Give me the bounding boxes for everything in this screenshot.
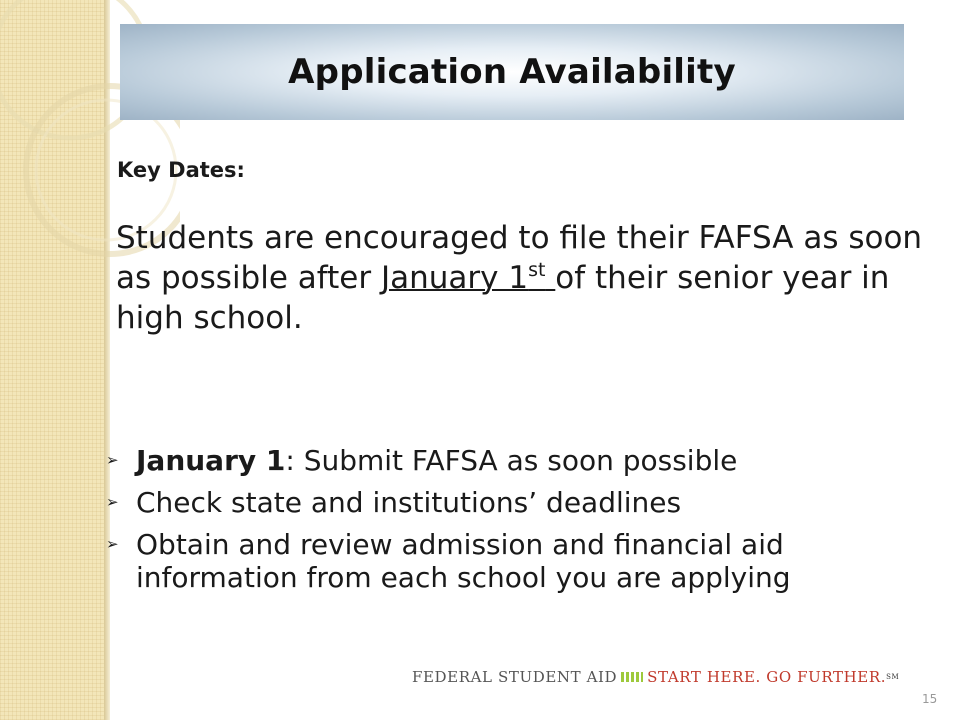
intro-date-sup: st [528, 259, 546, 281]
arrowhead-bullet-icon: ➢ [106, 535, 119, 553]
service-mark: SM [886, 673, 900, 681]
title-bar [120, 24, 904, 120]
list-item-text [136, 444, 737, 477]
intro-text-after: of their senior year in high school. [116, 260, 890, 336]
federal-student-aid-logo [412, 668, 899, 686]
brand-left-text: FEDERAL STUDENT AID [412, 668, 618, 686]
list-item-text: Check state and institutions’ deadlines [136, 486, 682, 519]
arrowhead-bullet-icon: ➢ [106, 451, 119, 469]
list-item-bold: January 1 [136, 444, 286, 477]
brand-stripe-icon [621, 672, 643, 682]
intro-text-before: Students are encouraged to file their FAFSA as soon as possible after [116, 220, 923, 296]
intro-date [381, 260, 555, 296]
key-dates-label: Key Dates: [117, 158, 245, 182]
brand-right-text: START HERE. GO FURTHER. [647, 668, 887, 686]
slide-title: Application Availability [288, 52, 736, 92]
arrowhead-bullet-icon: ➢ [106, 493, 119, 511]
list-item [104, 486, 954, 519]
page-number: 15 [922, 692, 938, 706]
list-item [104, 528, 954, 594]
list-item-rest: : Submit FAFSA as soon possible [285, 444, 738, 477]
list-item [104, 444, 954, 477]
intro-date-main: January 1 [380, 260, 529, 296]
list-item-text: Obtain and review admission and financial aid information from each school you are applying [136, 528, 791, 594]
bullet-list [104, 444, 954, 603]
intro-paragraph [116, 218, 956, 338]
